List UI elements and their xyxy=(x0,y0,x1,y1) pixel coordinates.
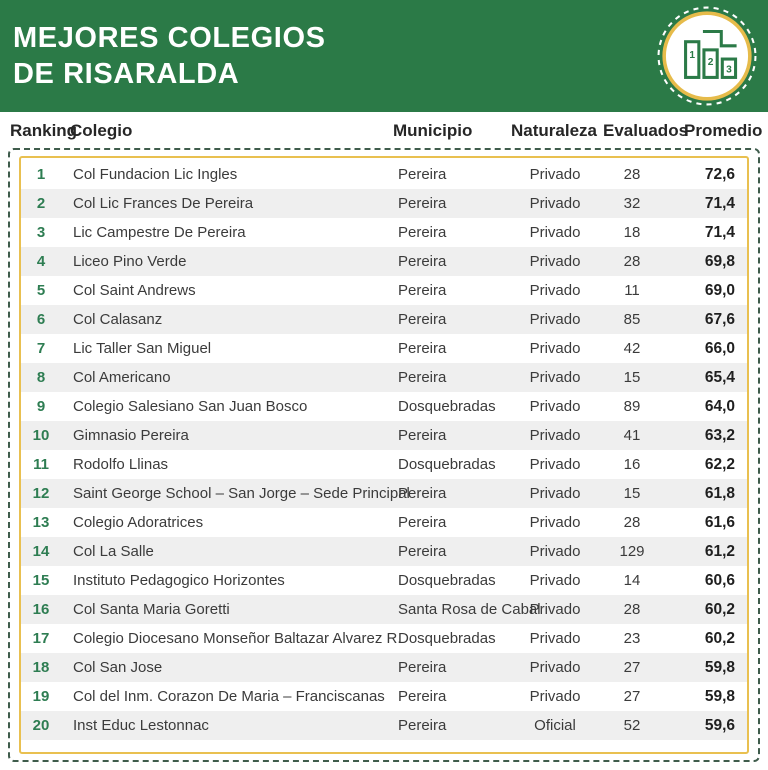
average-score-cell: 72,6 xyxy=(704,166,735,183)
evaluated-count-cell: 41 xyxy=(623,427,641,444)
podium-number-3: 3 xyxy=(726,64,732,76)
average-score-cell: 60,6 xyxy=(704,572,735,589)
table-row xyxy=(21,189,747,218)
school-name-cell: Colegio Diocesano Monseñor Baltazar Alvarez R. xyxy=(73,630,402,647)
rank-cell: 17 xyxy=(32,630,50,647)
municipality-cell: Dosquebradas xyxy=(398,572,496,589)
page-title-line2: DE RISARALDA xyxy=(13,58,240,90)
table-row xyxy=(21,334,747,363)
podium-number-1: 1 xyxy=(689,50,696,62)
evaluated-count-cell: 129 xyxy=(619,543,645,560)
average-score-cell: 59,8 xyxy=(704,659,735,676)
nature-cell: Privado xyxy=(529,659,581,676)
rank-cell: 14 xyxy=(32,543,50,560)
average-score-cell: 59,6 xyxy=(704,717,735,734)
table-row xyxy=(21,595,747,624)
average-score-cell: 63,2 xyxy=(704,427,735,444)
column-header-promedio: Promedio xyxy=(684,121,763,140)
school-name-cell: Inst Educ Lestonnac xyxy=(73,717,209,734)
municipality-cell: Pereira xyxy=(398,688,447,705)
evaluated-count-cell: 28 xyxy=(623,253,641,270)
evaluated-count-cell: 23 xyxy=(623,630,641,647)
municipality-cell: Pereira xyxy=(398,514,447,531)
table-row xyxy=(21,392,747,421)
page-title xyxy=(13,20,326,92)
evaluated-count-cell: 85 xyxy=(623,311,641,328)
table-row xyxy=(21,479,747,508)
table-row xyxy=(21,276,747,305)
school-name-cell: Gimnasio Pereira xyxy=(73,427,189,444)
table-row xyxy=(21,566,747,595)
rank-cell: 11 xyxy=(33,456,49,473)
municipality-cell: Dosquebradas xyxy=(398,398,496,415)
rank-cell: 18 xyxy=(32,659,50,676)
municipality-cell: Pereira xyxy=(398,340,447,357)
municipality-cell: Pereira xyxy=(398,485,447,502)
table-row xyxy=(21,363,747,392)
column-header-municipio: Municipio xyxy=(393,121,473,140)
municipality-cell: Dosquebradas xyxy=(398,630,496,647)
municipality-cell: Pereira xyxy=(398,224,447,241)
table-row xyxy=(21,247,747,276)
municipality-cell: Dosquebradas xyxy=(398,456,496,473)
average-score-cell: 65,4 xyxy=(704,369,735,386)
podium-number-2: 2 xyxy=(707,57,714,69)
average-score-cell: 69,8 xyxy=(704,253,735,270)
municipality-cell: Santa Rosa de Cabal xyxy=(398,601,541,618)
average-score-cell: 67,6 xyxy=(704,311,735,328)
municipality-cell: Pereira xyxy=(398,166,447,183)
nature-cell: Privado xyxy=(529,543,581,560)
school-name-cell: Col San Jose xyxy=(73,659,163,676)
evaluated-count-cell: 89 xyxy=(623,398,641,415)
nature-cell: Privado xyxy=(529,253,581,270)
school-name-cell: Colegio Salesiano San Juan Bosco xyxy=(73,398,308,415)
school-name-cell: Col Lic Frances De Pereira xyxy=(73,195,254,212)
rank-cell: 10 xyxy=(32,427,50,444)
average-score-cell: 71,4 xyxy=(704,224,735,241)
rank-cell: 8 xyxy=(36,369,46,386)
nature-cell: Privado xyxy=(529,485,581,502)
school-name-cell: Col La Salle xyxy=(73,543,154,560)
evaluated-count-cell: 28 xyxy=(623,166,641,183)
municipality-cell: Pereira xyxy=(398,369,447,386)
nature-cell: Privado xyxy=(529,456,581,473)
municipality-cell: Pereira xyxy=(398,717,447,734)
table-row xyxy=(21,653,747,682)
evaluated-count-cell: 16 xyxy=(623,456,641,473)
school-name-cell: Lic Taller San Miguel xyxy=(73,340,212,357)
evaluated-count-cell: 27 xyxy=(623,688,641,705)
school-name-cell: Instituto Pedagogico Horizontes xyxy=(73,572,285,589)
school-name-cell: Col Santa Maria Goretti xyxy=(73,601,230,618)
rank-cell: 16 xyxy=(32,601,50,618)
average-score-cell: 66,0 xyxy=(704,340,735,357)
nature-cell: Privado xyxy=(529,630,581,647)
table-row xyxy=(21,537,747,566)
municipality-cell: Pereira xyxy=(398,282,447,299)
rank-cell: 7 xyxy=(36,340,46,357)
table-dashed-frame xyxy=(8,148,760,762)
rank-cell: 9 xyxy=(36,398,46,415)
school-name-cell: Lic Campestre De Pereira xyxy=(73,224,246,241)
evaluated-count-cell: 32 xyxy=(623,195,641,212)
rank-cell: 6 xyxy=(36,311,46,328)
evaluated-count-cell: 18 xyxy=(623,224,641,241)
table-row xyxy=(21,421,747,450)
table-row xyxy=(21,305,747,334)
nature-cell: Privado xyxy=(529,514,581,531)
table-row xyxy=(21,711,747,740)
rank-cell: 20 xyxy=(32,717,50,734)
evaluated-count-cell: 14 xyxy=(623,572,641,589)
podium-icon xyxy=(656,5,758,107)
table-row xyxy=(21,624,747,653)
table-row xyxy=(21,450,747,479)
nature-cell: Privado xyxy=(529,601,581,618)
school-name-cell: Colegio Adoratrices xyxy=(73,514,204,531)
rank-cell: 12 xyxy=(32,485,50,502)
municipality-cell: Pereira xyxy=(398,253,447,270)
school-name-cell: Liceo Pino Verde xyxy=(73,253,187,270)
table-column-headers xyxy=(0,112,768,148)
nature-cell: Privado xyxy=(529,572,581,589)
school-name-cell: Saint George School – San Jorge – Sede Principal xyxy=(73,485,410,502)
rank-cell: 19 xyxy=(32,688,50,705)
evaluated-count-cell: 52 xyxy=(623,717,641,734)
nature-cell: Privado xyxy=(529,282,581,299)
school-name-cell: Col Fundacion Lic Ingles xyxy=(73,166,238,183)
municipality-cell: Pereira xyxy=(398,195,447,212)
municipality-cell: Pereira xyxy=(398,427,447,444)
municipality-cell: Pereira xyxy=(398,659,447,676)
nature-cell: Privado xyxy=(529,224,581,241)
page-title-line1: MEJORES COLEGIOS xyxy=(13,22,326,54)
school-name-cell: Col Americano xyxy=(73,369,171,386)
nature-cell: Privado xyxy=(529,688,581,705)
table-body xyxy=(19,156,749,754)
nature-cell: Oficial xyxy=(534,717,576,734)
column-header-evaluados: Evaluados xyxy=(603,121,689,140)
table-row xyxy=(21,218,747,247)
average-score-cell: 64,0 xyxy=(704,398,735,415)
average-score-cell: 59,8 xyxy=(704,688,735,705)
rank-cell: 15 xyxy=(32,572,50,589)
school-name-cell: Rodolfo Llinas xyxy=(73,456,169,473)
nature-cell: Privado xyxy=(529,398,581,415)
nature-cell: Privado xyxy=(529,369,581,386)
school-name-cell: Col del Inm. Corazon De Maria – Franciscanas xyxy=(73,688,385,705)
school-name-cell: Col Saint Andrews xyxy=(73,282,196,299)
municipality-cell: Pereira xyxy=(398,311,447,328)
column-header-colegio: Colegio xyxy=(70,121,133,140)
average-score-cell: 61,6 xyxy=(704,514,735,531)
column-header-naturaleza: Naturaleza xyxy=(511,121,597,140)
average-score-cell: 71,4 xyxy=(704,195,735,212)
table-row xyxy=(21,682,747,711)
rank-cell: 13 xyxy=(32,514,50,531)
table-row xyxy=(21,160,747,189)
rank-cell: 1 xyxy=(36,166,46,183)
average-score-cell: 60,2 xyxy=(704,601,735,618)
rank-cell: 3 xyxy=(36,224,46,241)
header-banner xyxy=(0,0,768,112)
rank-cell: 4 xyxy=(36,253,46,270)
evaluated-count-cell: 15 xyxy=(623,369,641,386)
nature-cell: Privado xyxy=(529,311,581,328)
rank-cell: 5 xyxy=(36,282,46,299)
average-score-cell: 61,8 xyxy=(704,485,735,502)
column-header-ranking: Ranking xyxy=(10,121,78,140)
nature-cell: Privado xyxy=(529,195,581,212)
average-score-cell: 62,2 xyxy=(704,456,735,473)
evaluated-count-cell: 15 xyxy=(623,485,641,502)
average-score-cell: 60,2 xyxy=(704,630,735,647)
average-score-cell: 61,2 xyxy=(704,543,735,560)
school-name-cell: Col Calasanz xyxy=(73,311,163,328)
municipality-cell: Pereira xyxy=(398,543,447,560)
rank-cell: 2 xyxy=(36,195,46,212)
evaluated-count-cell: 42 xyxy=(623,340,641,357)
evaluated-count-cell: 28 xyxy=(623,514,641,531)
nature-cell: Privado xyxy=(529,427,581,444)
evaluated-count-cell: 27 xyxy=(623,659,641,676)
table-row xyxy=(21,508,747,537)
nature-cell: Privado xyxy=(529,340,581,357)
evaluated-count-cell: 28 xyxy=(623,601,641,618)
nature-cell: Privado xyxy=(529,166,581,183)
average-score-cell: 69,0 xyxy=(704,282,735,299)
evaluated-count-cell: 11 xyxy=(624,282,640,299)
